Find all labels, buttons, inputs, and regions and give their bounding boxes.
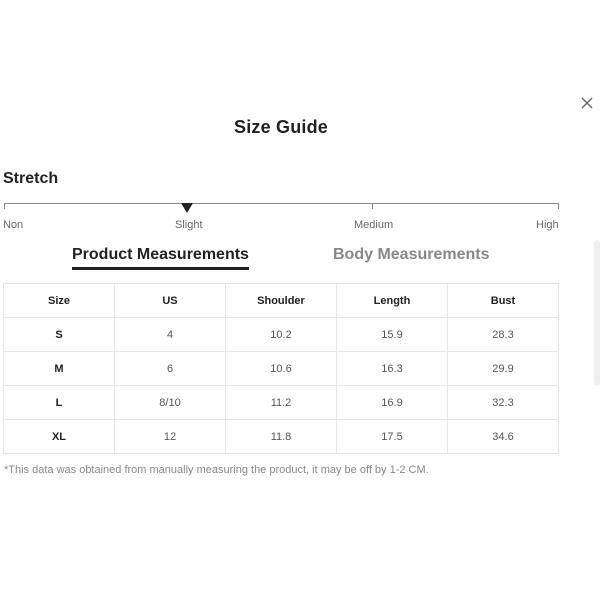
cell-bust: 28.3 [448, 318, 559, 352]
cell-length: 17.5 [337, 420, 448, 454]
size-table [3, 283, 559, 454]
cell-bust: 29.9 [448, 352, 559, 386]
cell-size: S [4, 318, 115, 352]
cell-us: 12 [115, 420, 226, 454]
stretch-label-non: Non [3, 219, 24, 231]
stretch-heading: Stretch [3, 170, 59, 187]
table-row [4, 318, 559, 352]
column-header-bust: Bust [448, 284, 559, 318]
column-header-shoulder: Shoulder [226, 284, 337, 318]
stretch-scale [4, 200, 559, 236]
cell-us: 4 [115, 318, 226, 352]
table-row [4, 386, 559, 420]
cell-shoulder: 10.6 [226, 352, 337, 386]
tab-body-measurements[interactable]: Body Measurements [333, 246, 490, 263]
column-header-size: Size [4, 284, 115, 318]
cell-length: 16.3 [337, 352, 448, 386]
cell-bust: 32.3 [448, 386, 559, 420]
measurement-tabs [0, 246, 562, 272]
cell-size: M [4, 352, 115, 386]
table-row [4, 352, 559, 386]
column-header-us: US [115, 284, 226, 318]
stretch-label-slight: Slight [175, 219, 203, 231]
table-header-row [4, 284, 559, 318]
cell-size: L [4, 386, 115, 420]
cell-length: 16.9 [337, 386, 448, 420]
modal-title: Size Guide [233, 117, 329, 137]
stretch-tick-non [4, 203, 5, 209]
cell-shoulder: 11.2 [226, 386, 337, 420]
cell-shoulder: 11.8 [226, 420, 337, 454]
stretch-tick-high [558, 203, 559, 209]
stretch-scale-line [4, 203, 559, 204]
cell-shoulder: 10.2 [226, 318, 337, 352]
stretch-label-medium: Medium [354, 219, 394, 231]
cell-length: 15.9 [337, 318, 448, 352]
close-icon [580, 96, 594, 110]
cell-bust: 34.6 [448, 420, 559, 454]
cell-size: XL [4, 420, 115, 454]
stretch-label-high: High [536, 219, 559, 231]
measurement-footnote: *This data was obtained from manually measuring the product, it may be off by 1-2 CM. [4, 464, 429, 476]
table-row [4, 420, 559, 454]
cell-us: 6 [115, 352, 226, 386]
tab-product-measurements[interactable]: Product Measurements [72, 246, 249, 270]
stretch-tick-medium [372, 203, 373, 209]
column-header-length: Length [337, 284, 448, 318]
scrollbar[interactable] [594, 240, 600, 385]
cell-us: 8/10 [115, 386, 226, 420]
stretch-selected-marker-icon [181, 203, 193, 213]
close-button[interactable] [580, 96, 594, 110]
